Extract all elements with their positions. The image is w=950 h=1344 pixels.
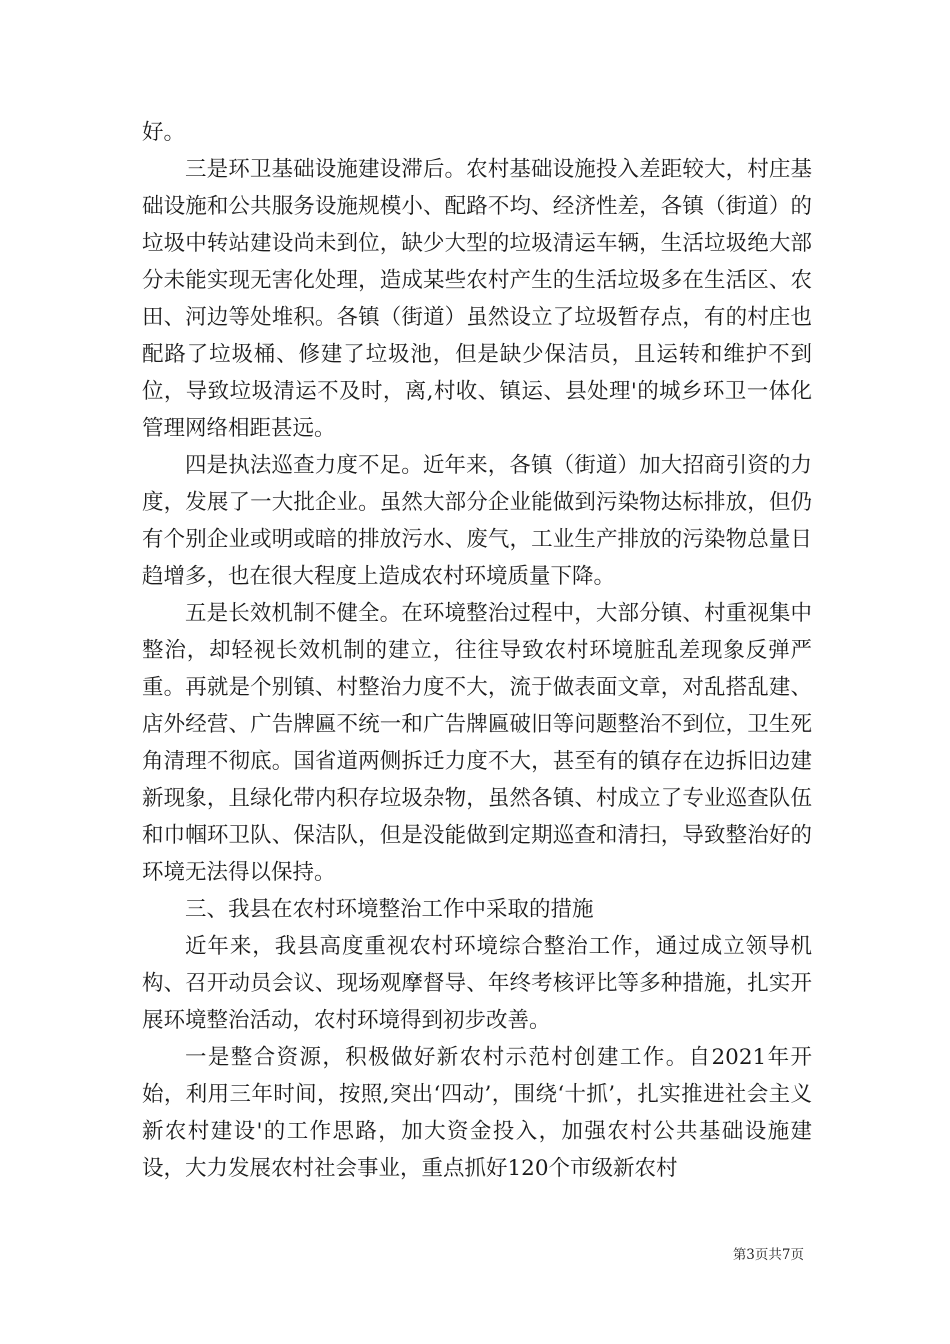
paragraph-measures-intro: 近年来，我县高度重视农村环境综合整治工作，通过成立领导机构、召开动员会议、现场观摩督导、年终考核评比等多种措施，扎实开展环境整治活动，农村环境得到初步改善。 [142, 934, 812, 1033]
paragraph-law-enforcement: 四是执法巡查力度不足。近年来，各镇（街道）加大招商引资的力度，发展了一大批企业。虽然大部分企业能做到污染物达标排放，但仍有个别企业或明或暗的排放污水、废气，工业生产排放的污染物总量日趋增多，也在很大程度上造成农村环境质量下降。 [142, 453, 812, 589]
paragraph-long-term-mechanism: 五是长效机制不健全。在环境整治过程中，大部分镇、村重视集中整治，却轻视长效机制的建立，往往导致农村环境脏乱差现象反弹严重。再就是个别镇、村整治力度不大，流于做表面文章，对乱搭乱建、店外经营、广告牌匾不统一和广告牌匾破旧等问题整治不到位，卫生死角清理不彻底。国省道两侧拆迁力度不大，甚至有的镇存在边拆旧边建新现象，且绿化带内积存垃圾杂物，虽然各镇、村成立了专业巡查队伍和巾帼环卫队、保洁队，但是没能做到定期巡查和清扫，导致整治好的环境无法得以保持。 [142, 601, 812, 885]
paragraph-integrate-resources: 一是整合资源，积极做好新农村示范村创建工作。自2021年开始，利用三年时间，按照,突出‘四动’，围绕‘十抓’，扎实推进社会主义新农村建设'的工作思路，加大资金投入，加强农村公共基础设施建设，大力发展农村社会事业，重点抓好120个市级新农村 [142, 1045, 812, 1181]
section-heading-measures: 三、我县在农村环境整治工作中采取的措施 [185, 897, 594, 922]
document-body [142, 114, 812, 1187]
paragraph-continuation: 好。 [142, 120, 186, 145]
page-number-footer: 第3页共7页 [732, 1247, 804, 1263]
paragraph-sanitation-infrastructure: 三是环卫基础设施建设滞后。农村基础设施投入差距较大，村庄基础设施和公共服务设施规模小、配路不均、经济性差，各镇（街道）的垃圾中转站建设尚未到位，缺少大型的垃圾清运车辆，生活垃圾绝大部分未能实现无害化处理，造成某些农村产生的生活垃圾多在生活区、农田、河边等处堆积。各镇（街道）虽然设立了垃圾暂存点，有的村庄也配路了垃圾桶、修建了垃圾池，但是缺少保洁员，且运转和维护不到位，导致垃圾清运不及时，离,村收、镇运、县处理'的城乡环卫一体化管理网络相距甚远。 [142, 157, 812, 441]
